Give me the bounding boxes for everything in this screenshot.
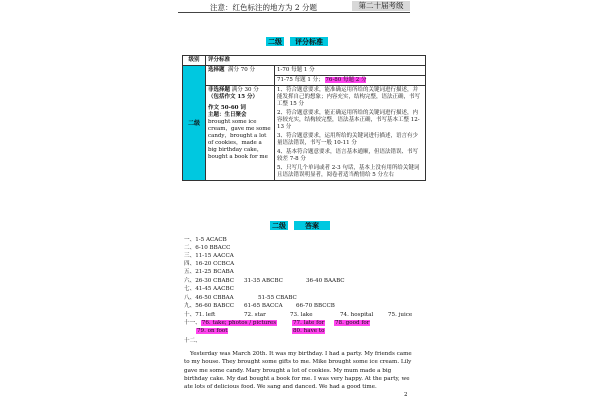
nonchoice-note: （包括作文 15 分） bbox=[208, 94, 258, 100]
header-divider bbox=[178, 12, 410, 13]
table-header-row bbox=[183, 56, 426, 66]
answer-row-10d: 74. hospital bbox=[340, 312, 374, 318]
essay-topic: 主题：生日聚会 bbox=[208, 112, 247, 118]
answer-row-6b: 31-35 ABCBC bbox=[244, 278, 283, 284]
choice-cell bbox=[206, 66, 275, 86]
section2-level-caption: 二级 bbox=[272, 221, 286, 230]
col-standard-header: 评分标准 bbox=[206, 56, 426, 66]
answer-row-8: 八、46-50 CBBAA bbox=[184, 295, 234, 301]
answer-row-3: 三、11-15 AACCA bbox=[184, 253, 234, 259]
answer-row-6c: 36-40 BAABC bbox=[306, 278, 345, 284]
answer-row-10a: 十、71. left bbox=[184, 312, 216, 318]
page-number: 2 bbox=[404, 392, 408, 398]
essay-hint: brought some ice cream，gave me some candy，brought a lot of cookies，made a big birthday cake，bought a book for me bbox=[208, 119, 271, 160]
answer-79-wrap bbox=[196, 328, 228, 335]
grading-cell bbox=[275, 86, 426, 181]
answer-77-wrap bbox=[292, 320, 325, 327]
section1-level-caption: 二级 bbox=[268, 37, 282, 46]
grade-4: 4、基本符合题意要求，语言基本通顺，但语法错误、书写较差 7-8 分 bbox=[277, 149, 419, 162]
table-row bbox=[183, 86, 426, 181]
table-row bbox=[183, 66, 426, 76]
choice-rule-2a: 71-75 每题 1 分； bbox=[277, 77, 324, 83]
answer-row-10b: 72. star bbox=[244, 312, 266, 318]
answer-row-8b: 51-55 CBABC bbox=[258, 295, 297, 301]
header-note: 注意：红色标注的地方为 2 分题 bbox=[210, 3, 318, 12]
grade-1: 1、符合题意要求，能准确运用所给的关键词进行描述，并能发挥自己的想象；内容充实，结构完整，语法正确，书写工整 15 分 bbox=[277, 87, 421, 107]
answer-78: 78. good for bbox=[335, 320, 370, 326]
choice-rule-2b: 76-80 每题 2 分 bbox=[325, 77, 367, 83]
answer-row-4: 四、16-20 CCBCA bbox=[184, 261, 235, 267]
answer-row-10c: 73. lake bbox=[290, 312, 313, 318]
col-level-header: 级别 bbox=[183, 56, 206, 66]
section1-title-caption: 评分标准 bbox=[290, 37, 328, 46]
answer-row-12: 十二、 bbox=[184, 338, 201, 344]
answer-row-10e: 75. juice bbox=[388, 312, 413, 318]
answer-76: 76. take; photos / pictures bbox=[201, 320, 277, 326]
answer-row-7: 七、41-45 AACBC bbox=[184, 286, 234, 292]
answer-77: 77. late for bbox=[293, 320, 325, 326]
answer-row-11 bbox=[184, 320, 277, 327]
level-cell: 二级 bbox=[183, 66, 206, 181]
choice-rule-1: 1-70 每题 1 分 bbox=[275, 66, 426, 76]
scoring-table bbox=[182, 55, 426, 181]
nonchoice-score: 满分 30 分 bbox=[231, 87, 259, 93]
essay-title: 作文 50-60 词 bbox=[208, 105, 246, 111]
header-exam-title: 第二十届考级 bbox=[352, 1, 410, 11]
answer-row-9c: 66-70 BBCCB bbox=[296, 303, 335, 309]
answer-row-5: 五、21-25 BCABA bbox=[184, 269, 234, 275]
answer-80-wrap bbox=[292, 328, 325, 335]
answer-row-9: 九、56-60 BABCC bbox=[184, 303, 235, 309]
grade-2: 2、符合题意要求，能正确运用所给的关键词进行描述，内容较充实，结构较完整，语法基本正确，书写基本工整 12-13 分 bbox=[277, 110, 420, 130]
grade-5: 5、只写几个单词或者 2-3 句话，基本上没有用所给关键词且语法错误明显者，阅卷者适当酌情给 5 分左右 bbox=[277, 165, 420, 178]
answer-row-11-prefix: 十一、 bbox=[184, 320, 201, 326]
choice-score: 满分 70 分 bbox=[228, 67, 256, 73]
answer-78-wrap bbox=[334, 320, 370, 327]
answer-row-1: 一、1-5 ACACB bbox=[184, 237, 227, 243]
choice-rule-2 bbox=[275, 76, 426, 86]
grade-3: 3、符合题意要求，运用所给的关键词进行描述，语言有少量语法错误，书写一般 10-11 分 bbox=[277, 133, 419, 146]
answer-row-2: 二、6-10 BBACC bbox=[184, 245, 231, 251]
nonchoice-cell bbox=[206, 86, 275, 181]
answer-79: 79. on foot bbox=[197, 328, 228, 334]
answer-row-6: 六、26-30 CBABC bbox=[184, 278, 235, 284]
nonchoice-title: 非选择题 bbox=[208, 87, 231, 93]
model-essay: Yesterday was March 20th. It was my birthday. I had a party. My friends came to my house. They brought some gifts to me. Mike brought some ice cream. Lily gave me some candy. Mary brought a lot of cookies. My mum made a big birthday cake. My dad bought a book for me. I was very happy. At the party, we ate lots of delicious food. We sang and danced. We had a good time. bbox=[184, 351, 412, 391]
choice-title: 选择题 bbox=[208, 67, 225, 73]
answer-80: 80. have to bbox=[293, 328, 325, 334]
answer-row-9b: 61-65 BACCA bbox=[244, 303, 283, 309]
section2-title-caption: 答案 bbox=[294, 221, 330, 230]
